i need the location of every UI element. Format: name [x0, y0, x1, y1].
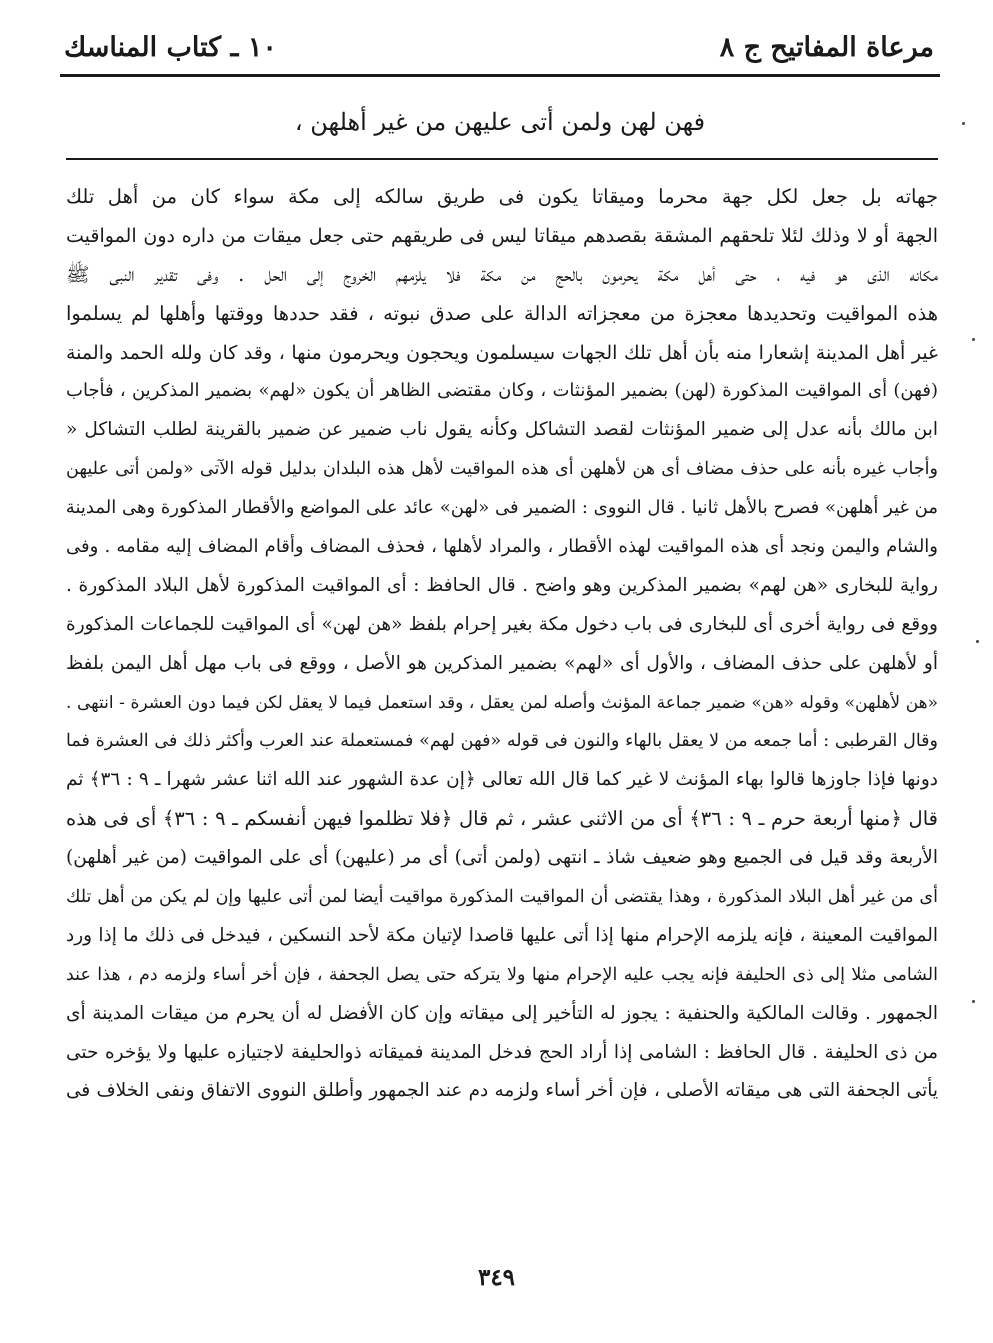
text-line: هذه المواقيت وتحديدها معجزة من معجزاته الدالة على صدق نبوته ، فقد حددها ووقتها وأهلها لم يسلموا: [66, 301, 938, 325]
text-line: الأربعة وقد قيل فى الجميع وهو ضعيف شاذ ـ انتهى (ولمن أتى) أى مر (عليهن) أى على المواقيت (من غير أهلهن): [66, 847, 938, 869]
text-line: أو لأهلهن على حذف المضاف ، والأول أى «لهم» بضمير المذكرين هو الأصل ، ووقع فى باب مهل أهل اليمن بلفظ: [66, 652, 938, 674]
text-line: من غير أهلهن» فصرح بالأهل ثانيا . قال النووى : الضمير فى «لهن» عائد على المواضع والأقطار المذكورة وهى المدينة: [66, 497, 938, 519]
text-line: مكانه الذى هو فيه ، حتى أهل مكة يحرمون بالحج من مكة فلا يلزمهم الخروج إلى الحل . وفى تقدير النبى ﷺ: [66, 262, 938, 286]
scan-speck: [972, 1000, 975, 1003]
text-line: المواقيت المعينة ، فإنه يلزمه الإحرام منها إذا أتى عليها قاصدا لإتيان مكة لأحد النسكين ، فيدخل فى ذلك ما إذا ورد: [66, 924, 938, 946]
text-line: جهاته بل جعل لكل جهة محرما وميقاتا يكون فى طريق سالكه إلى مكة سواء كان من أهل تلك: [66, 185, 938, 208]
text-line: رواية للبخارى «هن لهم» بضمير المذكرين وهو واضح . قال الحافظ : أى المواقيت المذكورة لأهل البلاد المذكورة .: [66, 574, 938, 596]
hadith-text: فهن لهن ولمن أتى عليهن من غير أهلهن ،: [294, 108, 706, 136]
text-line: ووقع فى رواية أخرى أى للبخارى فى باب دخول مكة بغير إحرام بلفظ «هن لهن» أى المواقيت للجماعات المذكورة: [66, 613, 938, 635]
scan-speck: [962, 122, 965, 125]
commentary-divider: [66, 158, 938, 160]
text-line: الجهة أو لا وذلك لئلا تلحقهم المشقة بقصدهم ميقاتا ليس فى طريقهم حتى جعل ميقات من داره دون المواقيت: [66, 224, 938, 247]
text-line: غير أهل المدينة إشعارا منه بأن أهل تلك الجهات سيسلمون ويحجون ويحرمون منها ، وقد كان ولله الحمد والمنة: [66, 341, 938, 364]
book-volume-title: مرعاة المفاتيح ج ٨: [719, 32, 934, 63]
scan-speck: [976, 640, 979, 643]
text-line: يأتى الجحفة التى هى ميقاته الأصلى ، فإن أخر أساء ولزمه دم عند الجمهور وأطلق النووى الاتفاق ونفى الخلاف فى: [66, 1080, 938, 1102]
text-line: قال ﴿منها أربعة حرم ـ ٩ : ٣٦﴾ أى من الاثنى عشر ، ثم قال ﴿فلا تظلموا فيهن أنفسكم ـ ٩ : ٣٦﴾ أى فى هذه: [66, 807, 938, 831]
page-number: ٣٤٩: [477, 1264, 516, 1291]
text-line: من ذى الحليفة . قال الحافظ : الشامى إذا أراد الحج فدخل المدينة فميقاته ذوالحليفة لاجتيازه عليها ولا يؤخره حتى: [66, 1041, 938, 1063]
text-line: «هن لأهلهن» وقوله «هن» ضمير جماعة المؤنث وأصله لمن يعقل ، وقد استعمل فيما لا يعقل لكن فيما دون العشرة - انتهى .: [66, 692, 938, 713]
text-line: (فهن) أى المواقيت المذكورة (لهن) بضمير المؤنثات ، وكان مقتضى الظاهر أن يكون «لهم» بضمير المذكرين ، فأجاب: [66, 380, 938, 402]
chapter-title: ١٠ ـ كتاب المناسك: [64, 32, 277, 63]
running-header: [60, 18, 940, 74]
commentary-body: [66, 178, 938, 1111]
text-line: والشام واليمن ونجد أى هذه المواقيت لهذه الأقطار ، والمراد لأهلها ، فحذف المضاف وأقام المضاف إليه مقامه . وفى: [66, 536, 938, 558]
text-line: وأجاب غيره بأنه على حذف مضاف أى هن لأهلهن أى هذه المواقيت لأهل هذه البلدان بدليل قوله الآتى «ولمن أتى عليهن: [66, 459, 938, 480]
text-line: ابن مالك بأنه عدل إلى ضمير المؤنثات لقصد التشاكل وكأنه يقول ناب ضمير عن ضمير بالقرينة لطلب التشاكل «: [66, 419, 938, 441]
text-line: وقال القرطبى : أما جمعه من لا يعقل بالهاء والنون فى قوله «فهن لهم» فمستعملة عند العرب وأكثر ذلك فى العشرة فما: [66, 731, 938, 752]
text-line: أى من غير أهل البلاد المذكورة ، وهذا يقتضى أن المواقيت المذكورة مواقيت أيضا لمن أتى عليها وإن لم يكن من أهل تلك: [66, 887, 938, 908]
text-line: الجمهور . وقالت المالكية والحنفية : يجوز له التأخير إلى ميقاته وإن كان الأفضل له أن يحرم من ميقات المدينة أى: [66, 1002, 938, 1024]
header-rule: [60, 74, 940, 77]
scan-speck: [972, 338, 975, 341]
text-line: دونها فإذا جاوزها قالوا بهاء المؤنث لا غير كما قال الله تعالى ﴿إن عدة الشهور عند الله اثنا عشر شهرا ـ ٩ : ٣٦﴾ ثم: [66, 769, 938, 791]
text-line: الشامى مثلا إلى ذى الحليفة فإنه يجب عليه الإحرام منها ولا يتركه حتى يصل الجحفة ، فإن أخر أساء ولزمه دم ، هذا عند: [66, 964, 938, 985]
